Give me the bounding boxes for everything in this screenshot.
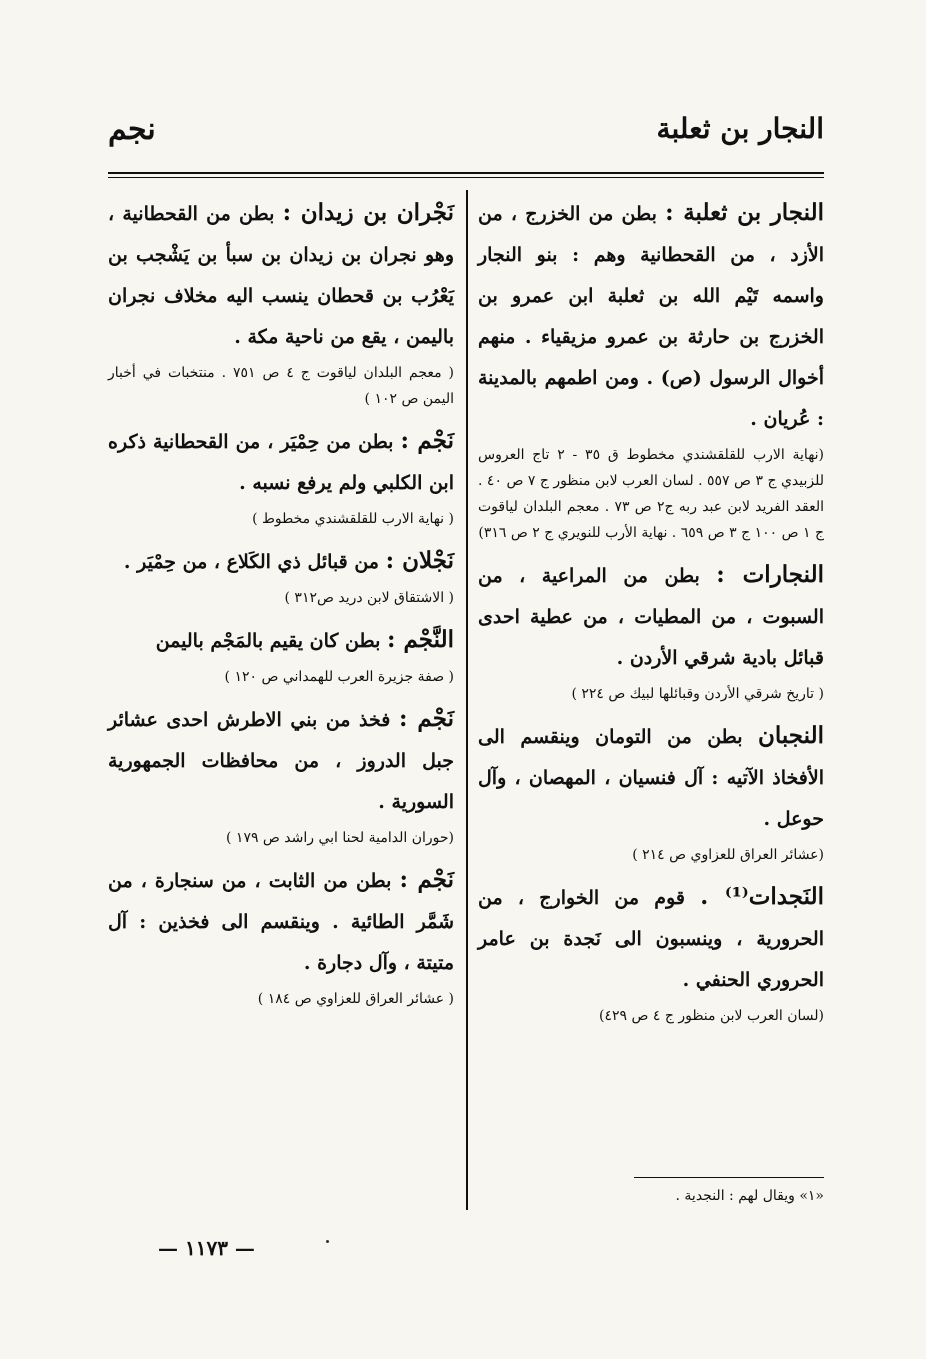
entry-najm-atrash [108, 698, 454, 851]
print-speck [326, 1240, 329, 1243]
entry-text: قوم من الخوارج ، من الحرورية ، وينسبون الى نَجدة بن عامر الحروري الحنفي . [478, 887, 824, 991]
entry-source: (حوران الدامية لحنا ابي راشد ص ١٧٩ ) [226, 830, 454, 846]
entry-najjarat [478, 554, 824, 707]
entry-al-najm [108, 619, 454, 690]
column-divider [466, 190, 468, 1210]
entry-text: بطن من التومان وينقسم الى الأفخاذ الآتيه : آل فنسيان ، المهصان ، وآل حوعل . [478, 726, 824, 830]
right-column [478, 192, 824, 1037]
entry-headword: النجار بن ثعلبة : [665, 199, 824, 226]
entry-source: ( معجم البلدان لياقوت ج ٤ ص ٧٥١ . منتخبات في أخبار اليمن ص ١٠٢ ) [108, 365, 454, 407]
entry-headword: نَجْران بن زيدان : [282, 199, 454, 226]
running-head-first-entry: النجار بن ثعلبة [656, 112, 824, 145]
entry-text: بطن من القحطانية ، وهو نجران بن زيدان بن سبأ بن يَشْجب بن يَعْرُب بن قحطان ينسب اليه مخلاف نجران باليمن ، يقع من ناحية مكة . [108, 203, 454, 348]
left-column [108, 192, 454, 1020]
entry-najban [478, 715, 824, 868]
entry-headword: النجبان [757, 722, 824, 749]
footnote-rule [634, 1177, 824, 1178]
running-head-last-entry: نجم [108, 112, 156, 147]
entry-source: ( الاشتقاق لابن دريد ص٣١٢ ) [284, 590, 454, 606]
entry-headword: نَجْلان : [385, 547, 454, 574]
entry-headword: نَجْم : [400, 427, 454, 454]
entry-headword: نَجْم : [398, 705, 454, 732]
entry-source: ( نهاية الارب للقلقشندي مخطوط ) [252, 511, 454, 527]
entry-text: فخذ من بني الاطرش احدى عشائر جبل الدروز ، من محافظات الجمهورية السورية . [108, 709, 454, 813]
entry-najjar-bin-thalaba [478, 192, 824, 546]
entry-source: ( صفة جزيرة العرب للهمداني ص ١٢٠ ) [224, 669, 454, 685]
footnote: «١» ويقال لهم : النجدية . [675, 1188, 824, 1204]
entry-najlan [108, 540, 454, 611]
entry-najm-himyar [108, 420, 454, 532]
entry-najran-bin-zaydan [108, 192, 454, 412]
entry-headword: النجارات : [716, 561, 824, 588]
entry-source: (نهاية الارب للقلقشندي مخطوط ق ٣٥ - ٢ تاج العروس للزبيدي ج ٣ ص ٥٥٧ . لسان العرب لابن منظور ج ٧ ص ٤٠ . العقد الفريد لابن عبد ربه ج٢ ص ٧٣ . معجم البلدان لياقوت ج ١ ص ١٠٠ ج ٣ ص ٦٥٩ . نهاية الأرب للنويري ج ٢ ص ٣١٦) [478, 447, 825, 541]
entry-text: بطن من الثابت ، من سنجارة ، من شَمَّر الطائية . وينقسم الى فخذين : آل متيتة ، وآل دجارة . [108, 870, 454, 974]
entry-text: بطن كان يقيم بالمَجْم باليمن [155, 630, 381, 652]
entry-source: ( تاريخ شرقي الأردن وقبائلها لبيك ص ٢٢٤ ) [571, 686, 824, 702]
entry-headword: نَجْم : [399, 866, 454, 893]
entry-source: (عشائر العراق للعزاوي ص ٢١٤ ) [632, 847, 824, 863]
page-number: — ١١٧٣ — [158, 1236, 255, 1260]
entry-source: (لسان العرب لابن منظور ج ٤ ص ٤٢٩) [599, 1008, 824, 1024]
page-header [108, 112, 824, 162]
entry-source: ( عشائر العراق للعزاوي ص ١٨٤ ) [257, 991, 454, 1007]
entry-text: بطن من المراعية ، من السبوت ، من المطيات ، من عطية احدى قبائل بادية شرقي الأردن . [478, 565, 824, 669]
entry-najdat [478, 876, 824, 1029]
header-rule [108, 172, 824, 174]
entry-headword: النَجدات⁽¹⁾ . [700, 883, 824, 910]
entry-text: من قبائل ذي الكَلاع ، من حِمْيَر . [123, 551, 379, 573]
entry-najm-thabit [108, 859, 454, 1012]
entry-headword: النَّجْم : [387, 626, 454, 653]
entry-text: بطن من الخزرج ، من الأزد ، من القحطانية وهم : بنو النجار واسمه تَيْم الله بن ثعلبة ابن عمرو بن الخزرج بن حارثة بن عمرو مزيقياء . منهم أخوال الرسول (ص) . ومن اطمهم بالمدينة : عُريان . [478, 203, 824, 430]
entry-text: بطن من حِمْيَر ، من القحطانية ذكره ابن الكلبي ولم يرفع نسبه . [108, 431, 454, 494]
header-rule-thin [108, 177, 824, 178]
